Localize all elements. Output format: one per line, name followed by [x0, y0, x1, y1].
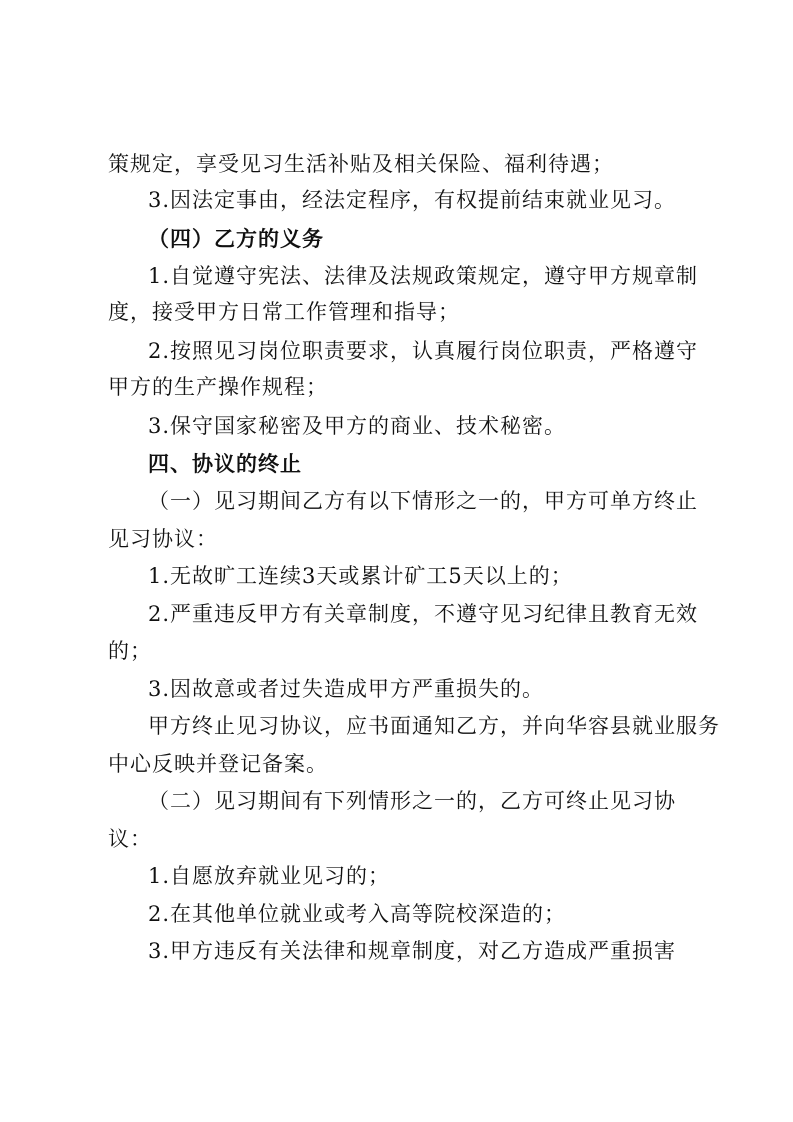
text-line: 度，接受甲方日常工作管理和指导； — [108, 300, 460, 324]
text-line: 1.自愿放弃就业见习的； — [148, 864, 391, 888]
text-line: 甲方的生产操作规程； — [108, 375, 328, 399]
text-line: 3.因故意或者过失造成甲方严重损失的。 — [148, 677, 545, 701]
text-line: 3.保守国家秘密及甲方的商业、技术秘密。 — [148, 414, 567, 438]
text-line: 中心反映并登记备案。 — [108, 752, 328, 776]
text-line: 3.因法定事由，经法定程序，有权提前结束就业见习。 — [148, 188, 677, 212]
section-subheading: （四）乙方的义务 — [148, 226, 324, 251]
text-line: 议： — [108, 827, 152, 851]
text-line: 2.在其他单位就业或考入高等院校深造的； — [148, 902, 567, 926]
section-heading: 四、协议的终止 — [148, 451, 302, 476]
text-line: 1.自觉遵守宪法、法律及法规政策规定，遵守甲方规章制 — [148, 264, 699, 288]
text-line: 见习协议： — [108, 527, 218, 551]
text-line: 3.甲方违反有关法律和规章制度，对乙方造成严重损害 — [148, 939, 677, 963]
text-line: 的； — [108, 639, 152, 663]
text-line: 策规定，享受见习生活补贴及相关保险、福利待遇； — [108, 152, 614, 176]
text-line: （二）见习期间有下列情形之一的，乙方可终止见习协 — [148, 789, 676, 813]
text-line: （一）见习期间乙方有以下情形之一的，甲方可单方终止 — [148, 489, 698, 513]
text-line: 1.无故旷工连续3天或累计矿工5天以上的； — [148, 564, 573, 588]
text-line: 甲方终止见习协议，应书面通知乙方，并向华容县就业服务 — [148, 714, 720, 738]
text-line: 2.按照见习岗位职责要求，认真履行岗位职责，严格遵守 — [148, 339, 699, 363]
text-line: 2.严重违反甲方有关章制度，不遵守见习纪律且教育无效 — [148, 602, 699, 626]
